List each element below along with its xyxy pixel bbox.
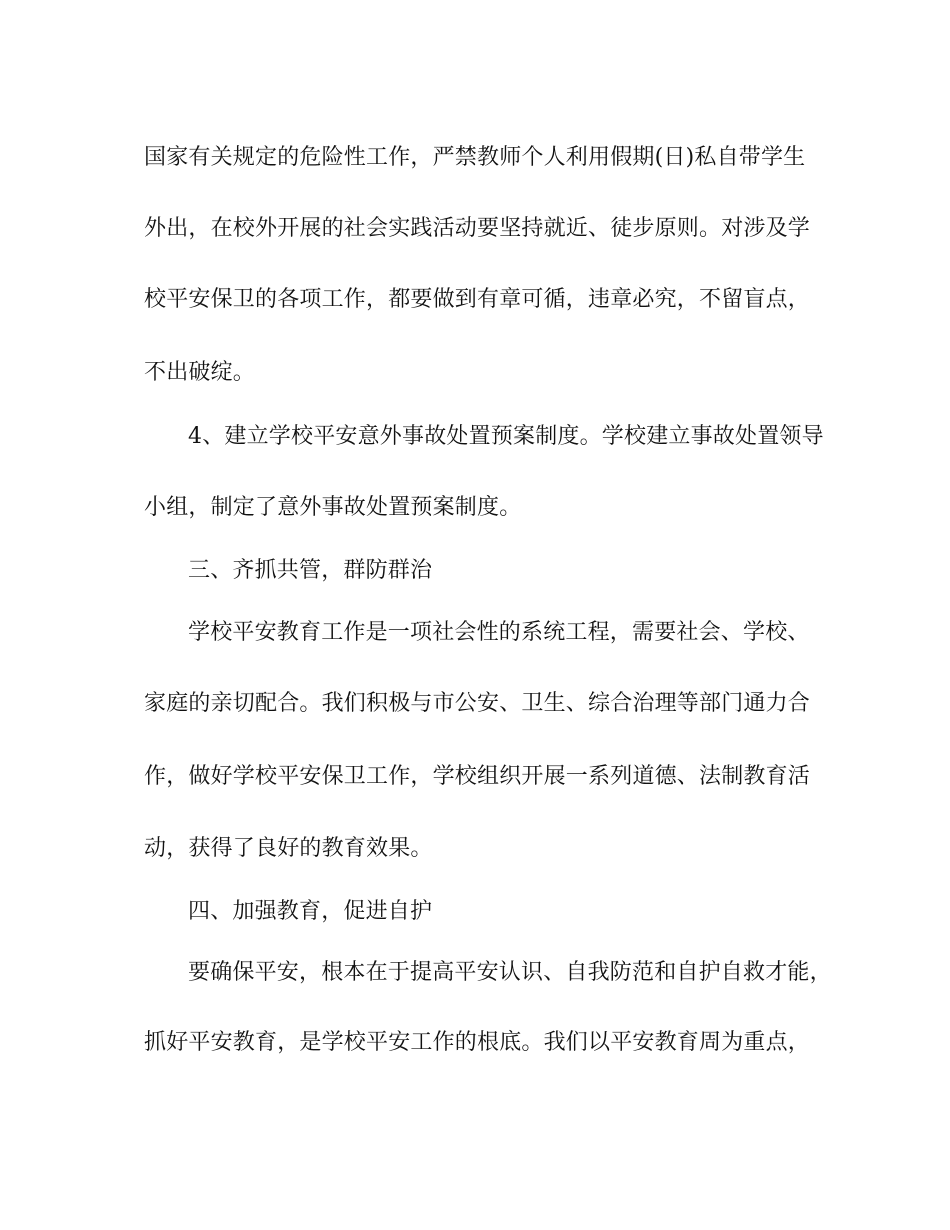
paragraph-line: 抓好平安教育，是学校平安工作的根底。我们以平安教育周为重点， bbox=[144, 1030, 811, 1055]
section-heading: 三、齐抓共管，群防群治 bbox=[188, 558, 433, 583]
paragraph-line: 动，获得了良好的教育效果。 bbox=[144, 836, 433, 861]
paragraph-line: 小组，制定了意外事故处置预案制度。 bbox=[144, 495, 522, 520]
paragraph-line: 校平安保卫的各项工作，都要做到有章可循，违章必究，不留盲点， bbox=[144, 287, 811, 312]
paragraph-line: 家庭的亲切配合。我们积极与市公安、卫生、综合治理等部门通力合 bbox=[144, 691, 811, 716]
paragraph-line: 不出破绽。 bbox=[144, 360, 256, 385]
paragraph-line: 4、建立学校平安意外事故处置预案制度。学校建立事故处置领导 bbox=[188, 424, 824, 449]
paragraph-line: 要确保平安，根本在于提高平安认识、自我防范和自护自救才能， bbox=[188, 960, 832, 985]
paragraph-line: 学校平安教育工作是一项社会性的系统工程，需要社会、学校、 bbox=[188, 620, 810, 645]
section-heading: 四、加强教育，促进自护 bbox=[188, 899, 433, 924]
paragraph-line: 外出，在校外开展的社会实践活动要坚持就近、徒步原则。对涉及学 bbox=[144, 216, 811, 241]
paragraph-line: 作，做好学校平安保卫工作，学校组织开展一系列道德、法制教育活 bbox=[144, 764, 811, 789]
paragraph-line: 国家有关规定的危险性工作，严禁教师个人利用假期(日)私自带学生 bbox=[144, 145, 806, 170]
